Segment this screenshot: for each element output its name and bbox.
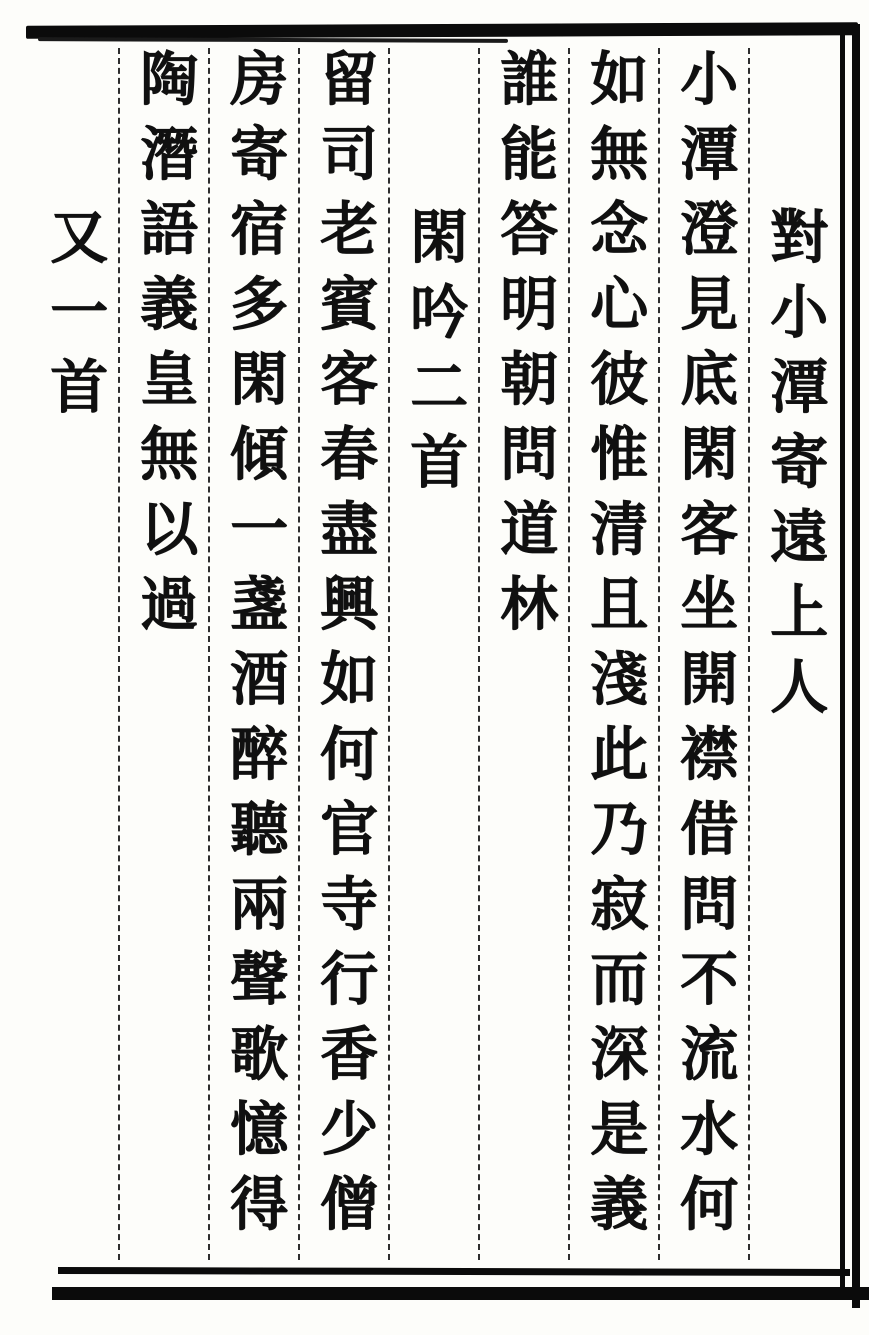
column-verse-5: [208, 48, 298, 1260]
verse-text: 小潭澄見底閑客坐開襟借問不流水何: [670, 48, 738, 1248]
poem-title-text: 對小潭寄遠上人: [760, 206, 828, 731]
verse-text: 陶潛語義皇無以過: [130, 48, 198, 648]
column-poem-title-1: [748, 48, 838, 1260]
column-verse-3: [478, 48, 568, 1260]
column-verse-4: [298, 48, 388, 1260]
column-poem-title-2: [388, 48, 478, 1260]
column-verse-1: [658, 48, 748, 1260]
frame-bottom-outer-border: [52, 1287, 869, 1300]
poem-title-text: 閑吟二首: [400, 206, 468, 506]
verse-text: 留司老賓客春盡興如何官寺行香少僧: [310, 48, 378, 1248]
poem-title-text: 又一首: [40, 206, 108, 431]
frame-top-border: [26, 22, 858, 39]
verse-text: 如無念心彼惟清且淺此乃寂而深是義: [580, 48, 648, 1248]
column-poem-title-3: [30, 48, 118, 1260]
column-verse-2: [568, 48, 658, 1260]
verse-text: 誰能答明朝問道林: [490, 48, 558, 648]
column-verse-6: [118, 48, 208, 1260]
frame-right-inner-border: [840, 28, 845, 1296]
frame-bottom-inner-border: [58, 1267, 850, 1276]
verse-text: 房寄宿多閑傾一盞酒醉聽兩聲歌憶得: [220, 48, 288, 1248]
frame-right-outer-border: [852, 24, 860, 1308]
text-block: [30, 48, 838, 1260]
frame-top-border-smear: [38, 37, 508, 43]
